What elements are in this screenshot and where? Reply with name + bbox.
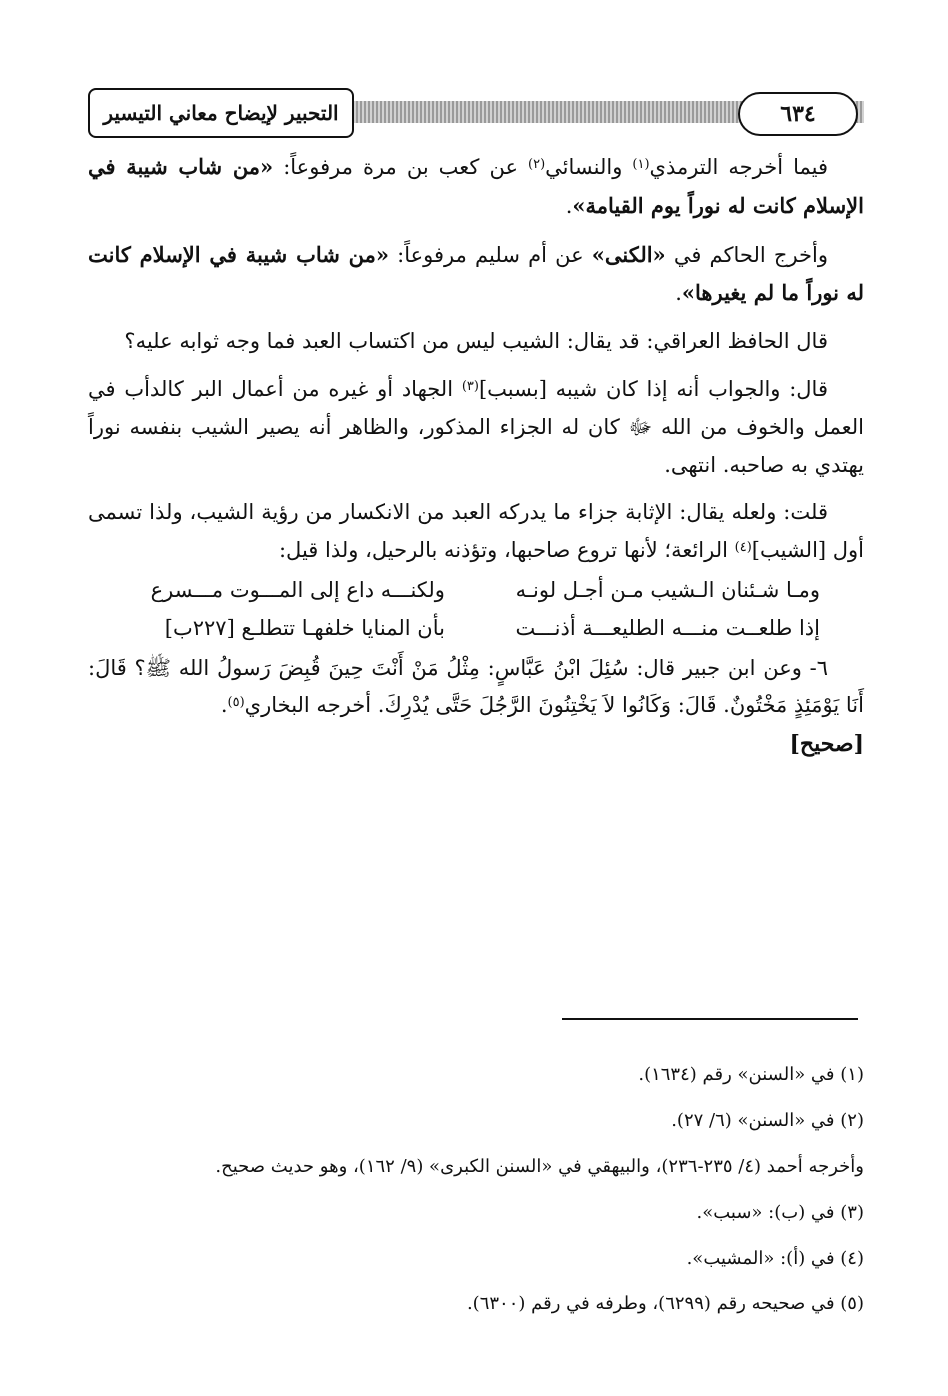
paragraph-2: وأخرج الحاكم في «الكنى» عن أم سليم مرفوعاً: «من شاب شيبة في الإسلام كانت له نوراً ما لم يغيرها». (88, 241, 864, 306)
footnote-3: (٣) في (ب): «سبب». (696, 1201, 864, 1223)
paragraph-4: قال: والجواب أنه إذا كان شيبه [بسبب]$^{(٣)}$ الجهاد أو غيره من أعمال البر كالدأب في العمل والخوف من الله ﷻ كان له الجزاء المذكور، والظاهر أنه يصير الشيب بنفسه نوراً يهتدي به صاحبه. انتهى. (88, 376, 865, 477)
poem-verse (88, 610, 864, 648)
footnote-2-continued: وأخرجه أحمد (٤/ ٢٣٥-٢٣٦)، والبيهقي في «السنن الكبرى» (٩/ ١٦٢)، وهو حديث صحيح. (215, 1155, 864, 1177)
running-title: التحبير لإيضاح معاني التيسير (88, 88, 354, 138)
hadith-paragraph: ٦- وعن ابن جبير قال: سُئِلَ ابْنُ عَبَّاسٍ: مِثْلُ مَنْ أَنْتَ حِينَ قُبِضَ رَسولُ الله ﷺ؟ قَالَ: أَنَا يَوْمَئِذٍ مَخْتُونٌ. قَالَ: وَكَانُوا لاَ يَخْتِنُونَ الرَّجُلَ حَتَّى يُدْرِكَ. أخرجه البخاري$^{(٥)}$. (88, 655, 864, 718)
verse-second-hemistich: بأن المنايا خلفهـا تتطلـع [٢٢٧ب] (164, 615, 445, 640)
footnote-1: (١) في «السنن» رقم (١٦٣٤). (638, 1064, 864, 1085)
hadith-text: سُئِلَ ابْنُ عَبَّاسٍ: مِثْلُ مَنْ أَنْتَ حِينَ قُبِضَ رَسولُ الله ﷺ؟ قَالَ: أَنَا يَوْمَئِذٍ مَخْتُونٌ. قَالَ: وَكَانُوا لاَ يَخْتِنُونَ الرَّجُلَ حَتَّى يُدْرِكَ. (88, 655, 864, 718)
footnote-2: (٢) في «السنن» (٦/ ٢٧). (671, 1109, 864, 1131)
main-text (88, 148, 864, 765)
footnote-5: (٥) في صحيحه رقم (٦٢٩٩)، وطرفه في رقم (٦٣٠٠). (466, 1293, 864, 1315)
page-number: ٦٣٤ (738, 92, 858, 136)
paragraph-5: قلت: ولعله يقال: الإثابة جزاء ما يدركه العبد من الانكسار من رؤية الشيب، ولذا تسمى أول [الشيب]$^{(٤)}$ الرائعة؛ لأنها تروع صاحبها، وتؤذنه بالرحيل، ولذا قيل: (88, 500, 864, 563)
hadith-grade: [صحيح] (789, 731, 864, 758)
footnote-4: (٤) في (أ): «المشيب». (686, 1247, 864, 1269)
footnote-ref-1[interactable]: (١) (632, 157, 650, 172)
quoted-hadith: «من شاب شيبة في الإسلام كانت له نوراً يوم القيامة» (88, 154, 864, 218)
footnote-ref-4[interactable]: (٤) (734, 540, 752, 556)
footnote-ref-2[interactable]: (٢) (528, 157, 546, 172)
footnotes (88, 1052, 864, 1327)
paragraph-3: قال الحافظ العراقي: قد يقال: الشيب ليس من اكتساب العبد فما وجه ثوابه عليه؟ (124, 329, 828, 354)
verse-second-hemistich: ولكنـــه داع إلى المـــوت مـــسرع (150, 577, 445, 602)
poem-verse (88, 572, 864, 610)
paragraph-1: فيما أخرجه الترمذي$^{(١)}$ والنسائي$^{(٢)}$ عن كعب بن مرة مرفوعاً: «من شاب شيبة في الإسلام كانت له نوراً يوم القيامة». (88, 154, 864, 218)
quoted-hadith: «من شاب شيبة في الإسلام كانت له نوراً ما لم يغيرها» (88, 241, 864, 306)
footnote-ref-3[interactable]: (٣) (461, 378, 479, 394)
verse-first-hemistich: إذا طلعــت منـــه الطليعـــة أذنـــت (515, 615, 820, 640)
poem (88, 572, 864, 648)
page-header (88, 88, 864, 138)
verse-first-hemistich: ومـا شـئنان الـشيب مـن أجـل لونـه (515, 577, 820, 602)
footnote-separator (562, 1018, 858, 1020)
book-reference: «الكنى» (591, 241, 666, 267)
footnote-ref-5[interactable]: (٥) (227, 695, 245, 711)
